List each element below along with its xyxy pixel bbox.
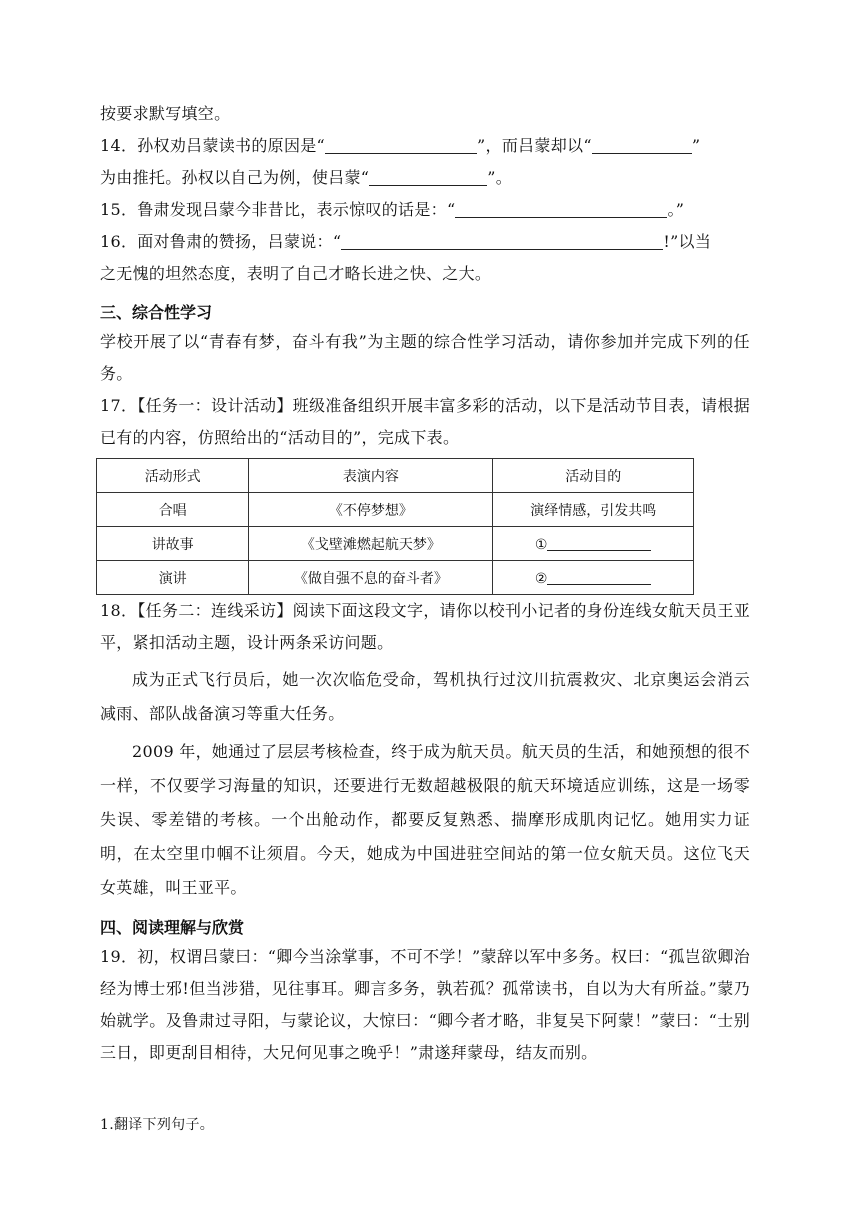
section-3-intro: 学校开展了以“青春有梦，奋斗有我”为主题的综合性学习活动，请你参加并完成下列的任务。 — [100, 332, 750, 383]
q16-blank[interactable] — [341, 231, 663, 250]
q16-text-1: 16．面对鲁肃的赞扬，吕蒙说：“ — [100, 232, 342, 251]
table-cell: 合唱 — [97, 493, 249, 527]
question-17: 17．【任务一：设计活动】班级准备组织开展丰富多彩的活动，以下是活动节目表，请根据已有的内容，仿照给出的“活动目的”，完成下表。 — [100, 396, 750, 447]
question-15 — [100, 194, 750, 226]
table-header: 活动形式 — [97, 459, 249, 493]
question-14 — [100, 130, 750, 194]
table-header: 活动目的 — [493, 459, 694, 493]
q14-text-4: 为由推托。孙权以自己为例，使吕蒙“ — [100, 168, 370, 187]
section-4-heading: 四、阅读理解与欣赏 — [100, 918, 245, 937]
q14-blank-2[interactable] — [592, 135, 692, 154]
table-row — [97, 527, 694, 561]
table-cell-answer — [493, 527, 694, 561]
table-cell: 《做自强不息的奋斗者》 — [249, 561, 493, 595]
q14-text-3: ” — [691, 136, 701, 155]
q16-text-3: 之无愧的坦然态度，表明了自己才略长进之快、之大。 — [100, 264, 492, 283]
table-cell: 《不停梦想》 — [249, 493, 493, 527]
q15-blank[interactable] — [455, 199, 667, 218]
q16-text-2: !”以当 — [663, 232, 712, 251]
q14-text-1: 14．孙权劝吕蒙读书的原因是“ — [100, 136, 326, 155]
answer-marker: ② — [534, 571, 548, 587]
table-header-row — [97, 459, 694, 493]
q14-blank-1[interactable] — [325, 135, 477, 154]
table-cell: 演讲 — [97, 561, 249, 595]
question-19: 19．初，权谓吕蒙曰：“卿今当涂掌事，不可不学！”蒙辞以军中多务。权曰：“孤岂欲卿治经为博士邪!但当涉猎，见往事耳。卿言多务，孰若孤？孤常读书，自以为大有所益。”蒙乃始就学。及鲁肃过寻阳，与蒙论议，大惊曰：“卿今者才略，非复吴下阿蒙！”蒙曰：“士别三日，即更刮目相待，大兄何见事之晚乎！”肃遂拜蒙母，结友而别。 — [100, 947, 750, 1062]
question-18: 18．【任务二：连线采访】阅读下面这段文字，请你以校刊小记者的身份连线女航天员王亚平，紧扣活动主题，设计两条采访问题。 — [100, 601, 750, 652]
answer-blank-1[interactable] — [547, 534, 651, 551]
reading-passage — [100, 663, 750, 905]
table-row — [97, 493, 694, 527]
table-cell-answer — [493, 561, 694, 595]
q14-text-2: ”，而吕蒙却以“ — [477, 136, 592, 155]
q14-blank-3[interactable] — [369, 167, 487, 186]
table-cell: 讲故事 — [97, 527, 249, 561]
table-header: 表演内容 — [249, 459, 493, 493]
table-cell: 《戈壁滩燃起航天梦》 — [249, 527, 493, 561]
question-16 — [100, 226, 750, 290]
table-row — [97, 561, 694, 595]
q14-text-5: ”。 — [487, 168, 513, 187]
q15-text-1: 15．鲁肃发现吕蒙今非昔比，表示惊叹的话是：“ — [100, 200, 456, 219]
answer-marker: ① — [534, 537, 548, 553]
answer-blank-2[interactable] — [547, 568, 651, 585]
q15-text-2: 。” — [667, 200, 685, 219]
passage-paragraph: 2009 年，她通过了层层考核检查，终于成为航天员。航天员的生活，和她预想的很不一样，不仅要学习海量的知识，还要进行无数超越极限的航天环境适应训练，这是一场零失误、零差错的考核。一个出舱动作，都要反复熟悉、揣摩形成肌肉记忆。她用实力证明，在太空里巾帼不让须眉。今天，她成为中国进驻空间站的第一位女航天员。这位飞天女英雄，叫王亚平。 — [100, 742, 750, 897]
sub-question-1: 1.翻译下列句子。 — [100, 1117, 215, 1133]
table-cell: 演绎情感，引发共鸣 — [493, 493, 694, 527]
fill-in-instruction: 按要求默写填空。 — [100, 104, 231, 123]
document-page — [100, 98, 750, 1141]
passage-paragraph: 成为正式飞行员后，她一次次临危受命，驾机执行过汶川抗震救灾、北京奥运会消云减雨、部队战备演习等重大任务。 — [100, 670, 750, 723]
section-3-heading: 三、综合性学习 — [100, 303, 213, 322]
activity-table — [96, 458, 694, 595]
